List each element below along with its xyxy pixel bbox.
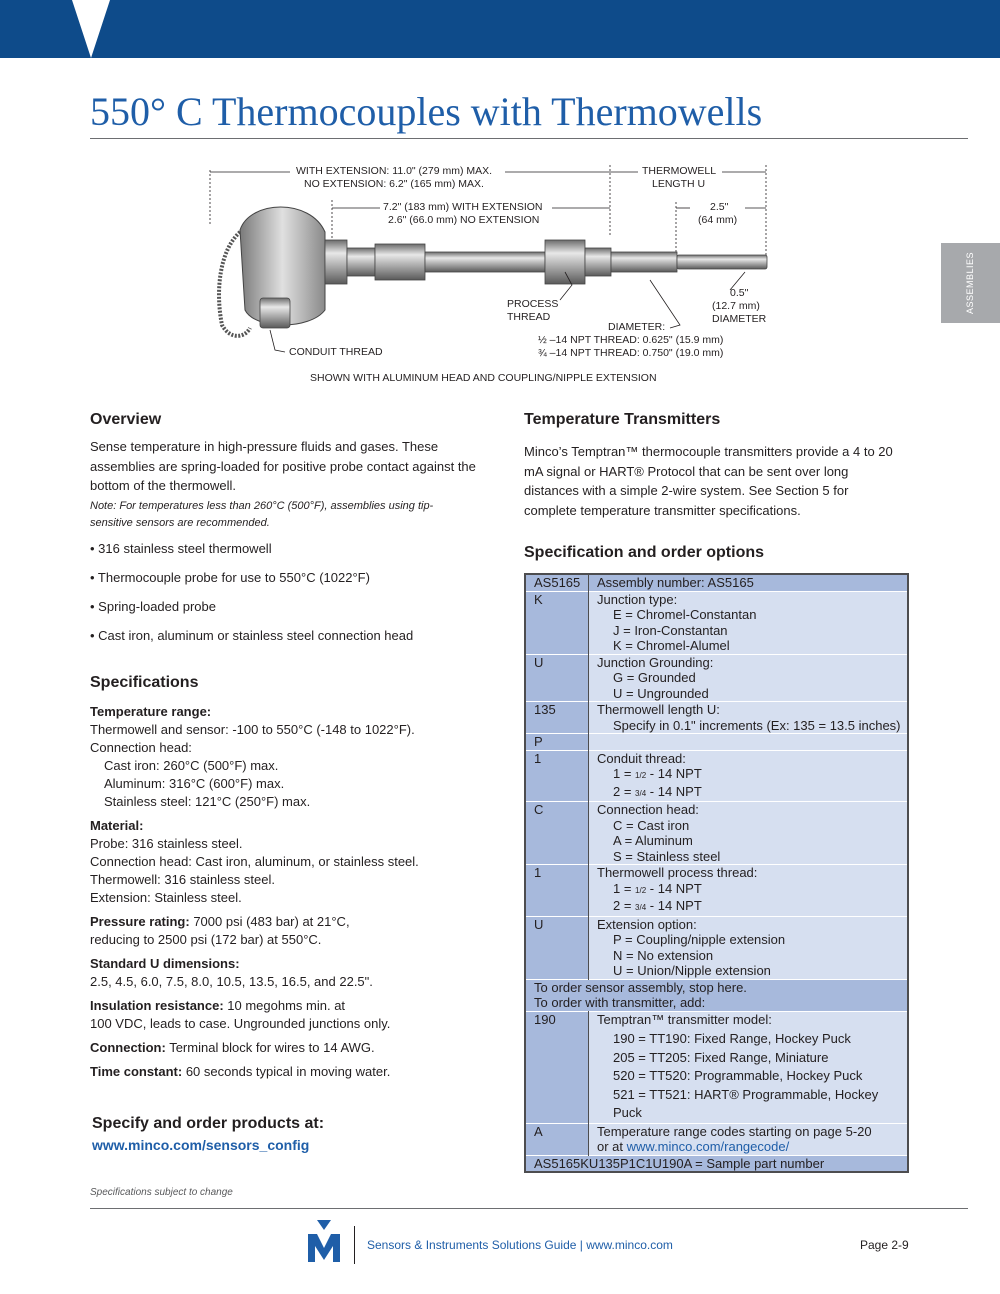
option-item: 1 = 1/2 - 14 NPT [613, 766, 702, 781]
option-item: A = Aluminum [613, 833, 693, 848]
table-row [525, 702, 908, 734]
list-item: • Spring-loaded probe [90, 599, 216, 614]
table-row [525, 865, 908, 917]
option-title: Thermowell process thread: [597, 865, 758, 880]
list-item: • Thermocouple probe for use to 550°C (1022°F) [90, 570, 370, 585]
connection-text: Terminal block for wires to 14 AWG. [165, 1040, 375, 1055]
insulation-label: Insulation resistance: [90, 998, 224, 1013]
option-item: 190 = TT190: Fixed Range, Hockey Puck [613, 1031, 851, 1046]
table-row [525, 750, 908, 802]
subject-to-change: Specifications subject to change [90, 1187, 233, 1198]
option-item: 521 = TT521: HART® Programmable, Hockey Puck [613, 1086, 879, 1120]
pressure-line: reducing to 2500 psi (172 bar) at 550°C. [90, 932, 322, 947]
option-item: J = Iron-Constantan [613, 622, 728, 638]
code-cell: 135 [525, 702, 589, 734]
sample-part-number: AS5165KU135P1C1U190A = Sample part number [525, 1155, 908, 1172]
temp-range-line: Cast iron: 260°C (500°F) max. [104, 758, 279, 773]
material-line: Thermowell: 316 stainless steel. [90, 872, 275, 887]
connection-label: Connection: [90, 1040, 166, 1055]
material-label: Material: [90, 818, 144, 833]
section-tab[interactable] [941, 243, 1000, 323]
temp-range-line: Aluminum: 316°C (600°F) max. [104, 776, 285, 791]
desc-cell [589, 654, 909, 702]
option-item: U = Union/Nipple extension [613, 963, 771, 978]
option-title: Temptran™ transmitter model: [597, 1011, 772, 1027]
table-row [525, 979, 908, 1011]
desc-cell [589, 916, 909, 979]
list-item: • Cast iron, aluminum or stainless steel connection head [90, 628, 414, 643]
option-item: C = Cast iron [613, 817, 690, 833]
label-26: 2.6" (66.0 mm) NO EXTENSION [388, 214, 540, 226]
option-item: G = Grounded [613, 670, 696, 685]
stop-note-cell [525, 979, 908, 1011]
option-title: Extension option: [597, 916, 697, 932]
option-title: Junction type: [597, 591, 678, 607]
option-title: Conduit thread: [597, 750, 686, 766]
table-row [525, 1123, 908, 1155]
desc-cell [589, 1011, 909, 1123]
label-half-npt: ½ –14 NPT THREAD: 0.625" (15.9 mm) [538, 334, 724, 346]
page-title: 550° C Thermocouples with Thermowells [90, 89, 763, 134]
header-bar [0, 0, 1000, 58]
material-line: Connection head: Cast iron, aluminum, or stainless steel. [90, 854, 419, 869]
insulation-text: 10 megohms min. at [223, 998, 346, 1013]
spec-table-heading: Specification and order options [524, 544, 765, 561]
order-heading: Specify and order products at: [92, 1115, 325, 1132]
option-title: Thermowell length U: [597, 702, 720, 717]
label-with-extension: WITH EXTENSION: 11.0" (279 mm) MAX. [296, 165, 493, 177]
desc-cell [589, 591, 909, 654]
option-item: 520 = TT520: Programmable, Hockey Puck [613, 1068, 863, 1083]
footer-guide-text[interactable]: Sensors & Instruments Solutions Guide | www.minco.com [367, 1238, 673, 1252]
option-title: Connection head: [597, 802, 699, 817]
standard-u-line: 2.5, 4.5, 6.0, 7.5, 8.0, 10.5, 13.5, 16.5, and 22.5". [90, 974, 373, 989]
option-title: Temperature range codes starting on page 5-20 [597, 1123, 872, 1139]
label-no-extension: NO EXTENSION: 6.2" (165 mm) MAX. [304, 178, 484, 190]
section-tab-label: ASSEMBLIES [965, 251, 975, 315]
label-64mm: (64 mm) [698, 214, 738, 226]
time-constant-text: 60 seconds typical in moving water. [182, 1064, 391, 1079]
footer-divider [90, 1208, 968, 1209]
code-cell: 1 [525, 750, 589, 802]
option-item: 205 = TT205: Fixed Range, Miniature [613, 1049, 829, 1065]
pressure-label: Pressure rating: [90, 914, 190, 929]
overview-note: Note: For temperatures less than 260°C (500°F), assemblies using tip-sensitive sensors are recommended. [90, 500, 434, 529]
label-72: 7.2" (183 mm) WITH EXTENSION [383, 201, 543, 213]
code-cell: AS5165 [525, 574, 589, 591]
list-item: • 316 stainless steel thermowell [90, 541, 272, 556]
code-cell: U [525, 916, 589, 979]
desc-cell [589, 750, 909, 802]
diagram-caption: SHOWN WITH ALUMINUM HEAD AND COUPLING/NIPPLE EXTENSION [310, 372, 657, 384]
option-item: S = Stainless steel [613, 848, 721, 864]
order-options-table [524, 573, 909, 1173]
label-25: 2.5" [710, 201, 729, 213]
option-item: or at www.minco.com/rangecode/ [597, 1139, 790, 1154]
stop-note: To order with transmitter, add: [534, 995, 706, 1010]
table-row [525, 916, 908, 979]
option-item: 2 = 3/4 - 14 NPT [613, 898, 702, 913]
table-row [525, 591, 908, 654]
desc-cell [589, 734, 909, 751]
page-number: Page 2-9 [860, 1238, 909, 1252]
option-item: Specify in 0.1" increments (Ex: 135 = 13.5 inches) [613, 717, 901, 733]
insulation-line: 100 VDC, leads to case. Ungrounded junctions only. [90, 1016, 391, 1031]
label-diameter: DIAMETER [712, 313, 767, 325]
material-line: Probe: 316 stainless steel. [90, 836, 243, 851]
standard-u-label: Standard U dimensions: [90, 956, 240, 971]
code-cell: C [525, 802, 589, 865]
code-cell: K [525, 591, 589, 654]
label-conduit-thread: CONDUIT THREAD [289, 346, 383, 358]
option-item: E = Chromel-Constantan [613, 607, 757, 622]
material-line: Extension: Stainless steel. [90, 890, 242, 905]
order-link[interactable]: www.minco.com/sensors_config [92, 1137, 310, 1153]
option-title: Junction Grounding: [597, 654, 714, 670]
table-row [525, 1155, 908, 1172]
temp-range-label: Temperature range: [90, 704, 212, 719]
time-constant-label: Time constant: [90, 1064, 183, 1079]
option-item: N = No extension [613, 947, 714, 963]
table-row [525, 802, 908, 865]
table-row [525, 654, 908, 702]
overview-text: Sense temperature in high-pressure fluids and gases. These assemblies are spring-loaded for positive probe contact against the bottom of the thermowell. [90, 439, 476, 493]
transmitters-heading: Temperature Transmitters [524, 411, 721, 428]
desc-cell [589, 1123, 909, 1155]
product-diagram [200, 160, 780, 390]
specifications-block [90, 703, 500, 1087]
pressure-text: 7000 psi (483 bar) at 21°C, [189, 914, 350, 929]
option-item: 1 = 1/2 - 14 NPT [613, 880, 702, 896]
option-item: 2 = 3/4 - 14 NPT [613, 783, 702, 799]
desc-cell [589, 802, 909, 865]
footer-separator [354, 1226, 355, 1264]
label-05: 0.5" [730, 287, 749, 299]
table-row [525, 574, 908, 591]
label-process: PROCESS [507, 298, 559, 310]
table-row [525, 1011, 908, 1123]
option-item: U = Ungrounded [613, 685, 709, 701]
option-item: P = Coupling/nipple extension [613, 932, 786, 947]
title-divider [90, 138, 968, 139]
desc-cell: Assembly number: AS5165 [589, 574, 909, 591]
code-cell: P [525, 734, 589, 751]
stop-note: To order sensor assembly, stop here. [534, 979, 747, 995]
code-cell: A [525, 1123, 589, 1155]
overview-heading: Overview [90, 411, 162, 428]
transmitters-text: Minco’s Temptran™ thermocouple transmitters provide a 4 to 20 mA signal or HART® Protocol that can be sent over long distances with a simple 2-wire system. See Section 5 for complete temperature transmitter specifications. [524, 444, 893, 518]
label-diameter-heading: DIAMETER: [608, 321, 666, 333]
option-item: K = Chromel-Alumel [613, 638, 730, 653]
desc-cell [589, 865, 909, 917]
label-length-u: LENGTH U [652, 178, 706, 190]
table-row [525, 734, 908, 751]
label-thread: THREAD [507, 311, 551, 323]
temp-range-line: Stainless steel: 121°C (250°F) max. [104, 794, 311, 809]
feature-list [90, 540, 490, 656]
code-cell: 190 [525, 1011, 589, 1123]
temp-range-line: Thermowell and sensor: -100 to 550°C (-148 to 1022°F). [90, 722, 415, 737]
rangecode-link[interactable]: www.minco.com/rangecode/ [626, 1139, 790, 1154]
label-thermowell: THERMOWELL [642, 165, 717, 177]
label-threequarter-npt: ¾ –14 NPT THREAD: 0.750" (19.0 mm) [538, 347, 724, 359]
header-notch-icon [72, 0, 110, 58]
label-127mm: (12.7 mm) [712, 300, 760, 312]
code-cell: U [525, 654, 589, 702]
code-cell: 1 [525, 865, 589, 917]
temp-range-line: Connection head: [90, 740, 192, 755]
minco-logo-icon [306, 1220, 342, 1267]
specifications-heading: Specifications [90, 674, 199, 691]
desc-cell [589, 702, 909, 734]
